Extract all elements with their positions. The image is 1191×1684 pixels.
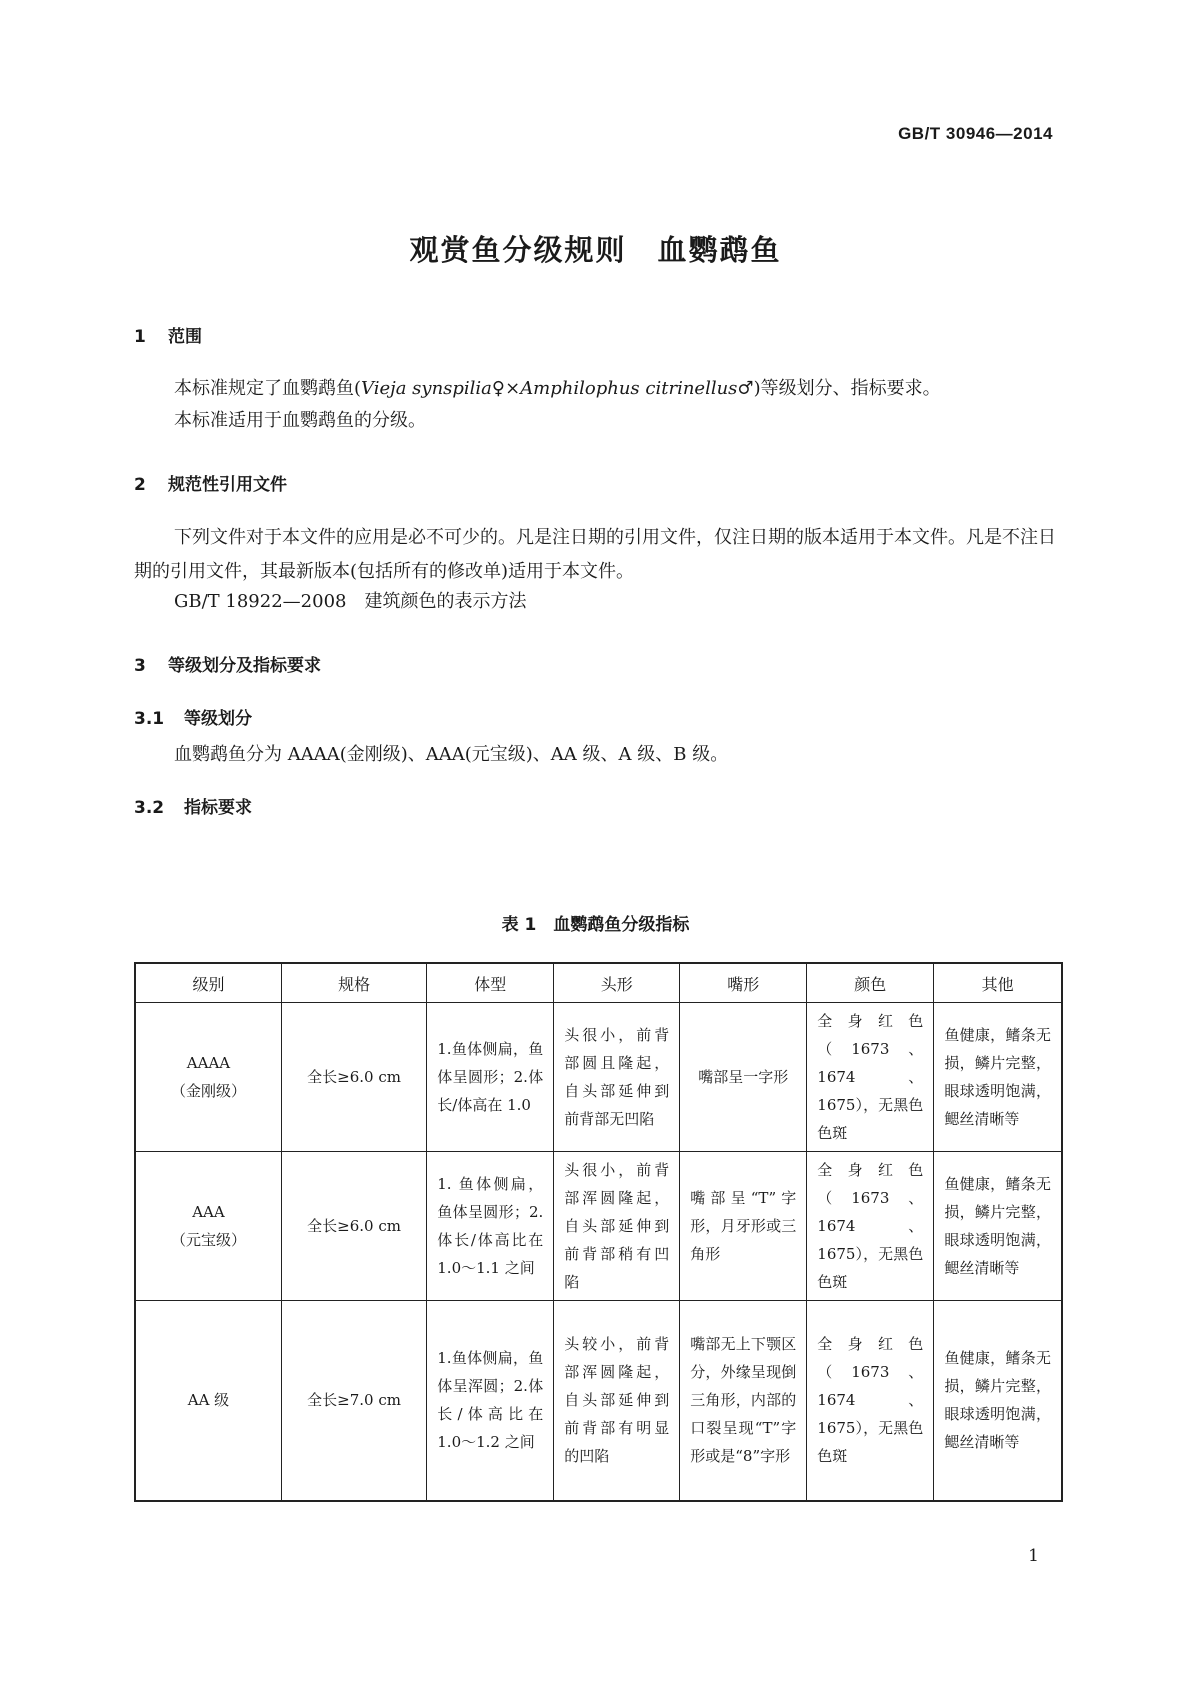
section-1-scope-paragraph xyxy=(134,372,1064,406)
species-name-female-parent: Vieja synspilia xyxy=(361,378,492,399)
head-shape-cell: 头很小，前背部浑圆隆起，自头部延伸到前背部稍有凹陷 xyxy=(554,1152,680,1301)
body-shape-cell: 1.鱼体侧扁，鱼体呈浑圆；2.体长/体高比在 1.0～1.2 之间 xyxy=(427,1301,554,1501)
section-3-heading xyxy=(134,651,321,676)
section-2-paragraph: 下列文件对于本文件的应用是必不可少的。凡是注日期的引用文件，仅注日期的版本适用于本文件。凡是不注日期的引用文件，其最新版本(包括所有的修改单)适用于本文件。 xyxy=(134,527,1056,582)
section-title: 范围 xyxy=(168,327,202,347)
body-shape-cell: 1.鱼体侧扁，鱼体呈圆形；2.体长/体高在 1.0 xyxy=(427,1003,554,1152)
standard-code: GB/T 30946—2014 xyxy=(898,124,1053,143)
grade-cell xyxy=(135,1003,281,1152)
section-number: 3.2 xyxy=(134,798,165,818)
section-2-heading xyxy=(134,470,287,495)
mouth-shape-cell: 嘴部无上下颚区分，外缘呈现倒三角形，内部的口裂呈现“T”字形或是“8”字形 xyxy=(680,1301,807,1501)
grade-note: （元宝级） xyxy=(170,1231,246,1249)
table-row xyxy=(135,1003,1062,1152)
section-title: 规范性引用文件 xyxy=(168,475,287,495)
table-row xyxy=(135,1152,1062,1301)
column-header: 体型 xyxy=(427,963,554,1003)
color-cell: 全身红色（1673、1674、1675），无黑色色斑 xyxy=(807,1301,934,1501)
section-title: 等级划分 xyxy=(184,709,252,729)
section-3-1-heading xyxy=(134,704,252,729)
color-cell: 全身红色（1673、1674、1675），无黑色色斑 xyxy=(807,1003,934,1152)
section-title: 指标要求 xyxy=(184,798,252,818)
section-title: 等级划分及指标要求 xyxy=(168,656,321,676)
page-number: 1 xyxy=(1028,1546,1039,1566)
section-1-heading xyxy=(134,322,202,347)
section-3-2-heading xyxy=(134,793,252,818)
table-header-row xyxy=(135,963,1062,1003)
table-caption: 表 1 血鹦鹉鱼分级指标 xyxy=(501,915,690,935)
head-shape-cell: 头很小，前背部圆且隆起，自头部延伸到前背部无凹陷 xyxy=(554,1003,680,1152)
other-cell: 鱼健康，鳍条无损，鳞片完整，眼球透明饱满，鳃丝清晰等 xyxy=(934,1152,1062,1301)
section-number: 3 xyxy=(134,656,146,676)
other-cell: 鱼健康，鳍条无损，鳞片完整，眼球透明饱满，鳃丝清晰等 xyxy=(934,1003,1062,1152)
male-symbol-icon: ♂ xyxy=(737,378,754,399)
grade-cell xyxy=(135,1301,281,1501)
grade-cell xyxy=(135,1152,281,1301)
size-cell: 全长≥7.0 cm xyxy=(281,1301,426,1501)
mouth-shape-cell: 嘴部呈“T”字形，月牙形或三角形 xyxy=(680,1152,807,1301)
text-fragment: )等级划分、指标要求。 xyxy=(753,378,941,399)
section-number: 1 xyxy=(134,327,146,347)
mouth-shape-cell: 嘴部呈一字形 xyxy=(680,1003,807,1152)
column-header: 级别 xyxy=(135,963,281,1003)
color-cell: 全身红色（1673、1674、1675），无黑色色斑 xyxy=(807,1152,934,1301)
text-fragment: 本标准规定了血鹦鹉鱼( xyxy=(174,378,362,399)
section-3-1-paragraph: 血鹦鹉鱼分为 AAAA(金刚级)、AAA(元宝级)、AA 级、A 级、B 级。 xyxy=(174,744,729,765)
section-1-applicability-paragraph: 本标准适用于血鹦鹉鱼的分级。 xyxy=(174,410,426,431)
normative-reference-item: GB/T 18922—2008 建筑颜色的表示方法 xyxy=(174,591,527,612)
cross-symbol: × xyxy=(505,378,521,399)
grade-label: AAA xyxy=(192,1203,225,1221)
species-name-male-parent: Amphilophus citrinellus xyxy=(520,378,738,399)
section-number: 2 xyxy=(134,475,146,495)
grade-label: AA 级 xyxy=(187,1391,230,1410)
head-shape-cell: 头较小，前背部浑圆隆起，自头部延伸到前背部有明显的凹陷 xyxy=(554,1301,680,1501)
body-shape-cell: 1. 鱼体侧扁，鱼体呈圆形；2.体长/体高比在 1.0～1.1 之间 xyxy=(427,1152,554,1301)
column-header: 颜色 xyxy=(807,963,934,1003)
column-header: 规格 xyxy=(281,963,426,1003)
grading-table xyxy=(134,962,1063,1502)
section-number: 3.1 xyxy=(134,709,165,729)
column-header: 嘴形 xyxy=(680,963,807,1003)
grade-label: AAAA xyxy=(186,1054,231,1072)
table-row xyxy=(135,1301,1062,1501)
document-title: 观赏鱼分级规则 血鹦鹉鱼 xyxy=(409,233,782,267)
column-header: 其他 xyxy=(934,963,1062,1003)
grade-note: （金刚级） xyxy=(170,1082,246,1100)
size-cell: 全长≥6.0 cm xyxy=(281,1003,426,1152)
female-symbol-icon: ♀ xyxy=(491,378,506,399)
other-cell: 鱼健康，鳍条无损，鳞片完整，眼球透明饱满，鳃丝清晰等 xyxy=(934,1301,1062,1501)
column-header: 头形 xyxy=(554,963,680,1003)
size-cell: 全长≥6.0 cm xyxy=(281,1152,426,1301)
